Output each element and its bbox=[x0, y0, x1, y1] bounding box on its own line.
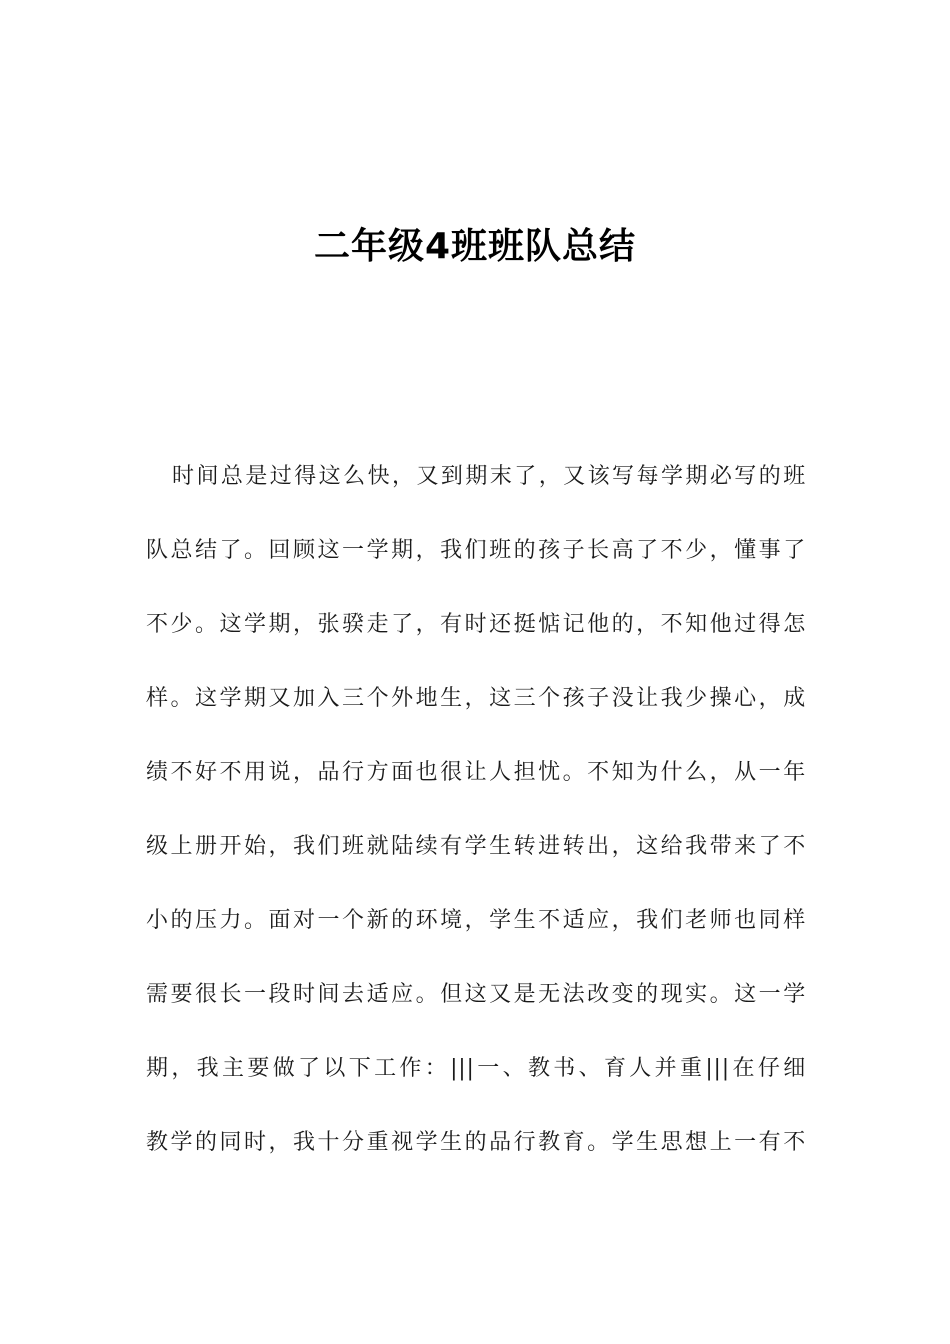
body-line-9: 期，我主要做了以下工作：|||一、教书、育人并重|||在仔细 bbox=[146, 1056, 806, 1081]
document-body bbox=[146, 455, 806, 1195]
body-line-8: 需要很长一段时间去适应。但这又是无法改变的现实。这一学 bbox=[146, 982, 806, 1007]
body-line-6: 级上册开始，我们班就陆续有学生转进转出，这给我带来了不 bbox=[146, 834, 806, 859]
body-line-2: 队总结了。回顾这一学期，我们班的孩子长高了不少，懂事了 bbox=[146, 538, 806, 563]
body-line-4: 样。这学期又加入三个外地生，这三个孩子没让我少操心，成 bbox=[146, 686, 806, 711]
body-line-1: 时间总是过得这么快，又到期末了，又该写每学期必写的班 bbox=[172, 464, 806, 489]
body-line-5: 绩不好不用说，品行方面也很让人担忧。不知为什么，从一年 bbox=[146, 760, 806, 785]
document-title: 二年级4班班队总结 bbox=[313, 226, 637, 267]
body-line-3: 不少。这学期，张骙走了，有时还挺惦记他的，不知他过得怎 bbox=[146, 612, 806, 637]
body-line-10: 教学的同时，我十分重视学生的品行教育。学生思想上一有不 bbox=[146, 1130, 806, 1155]
body-line-7: 小的压力。面对一个新的环境，学生不适应，我们老师也同样 bbox=[146, 908, 806, 933]
